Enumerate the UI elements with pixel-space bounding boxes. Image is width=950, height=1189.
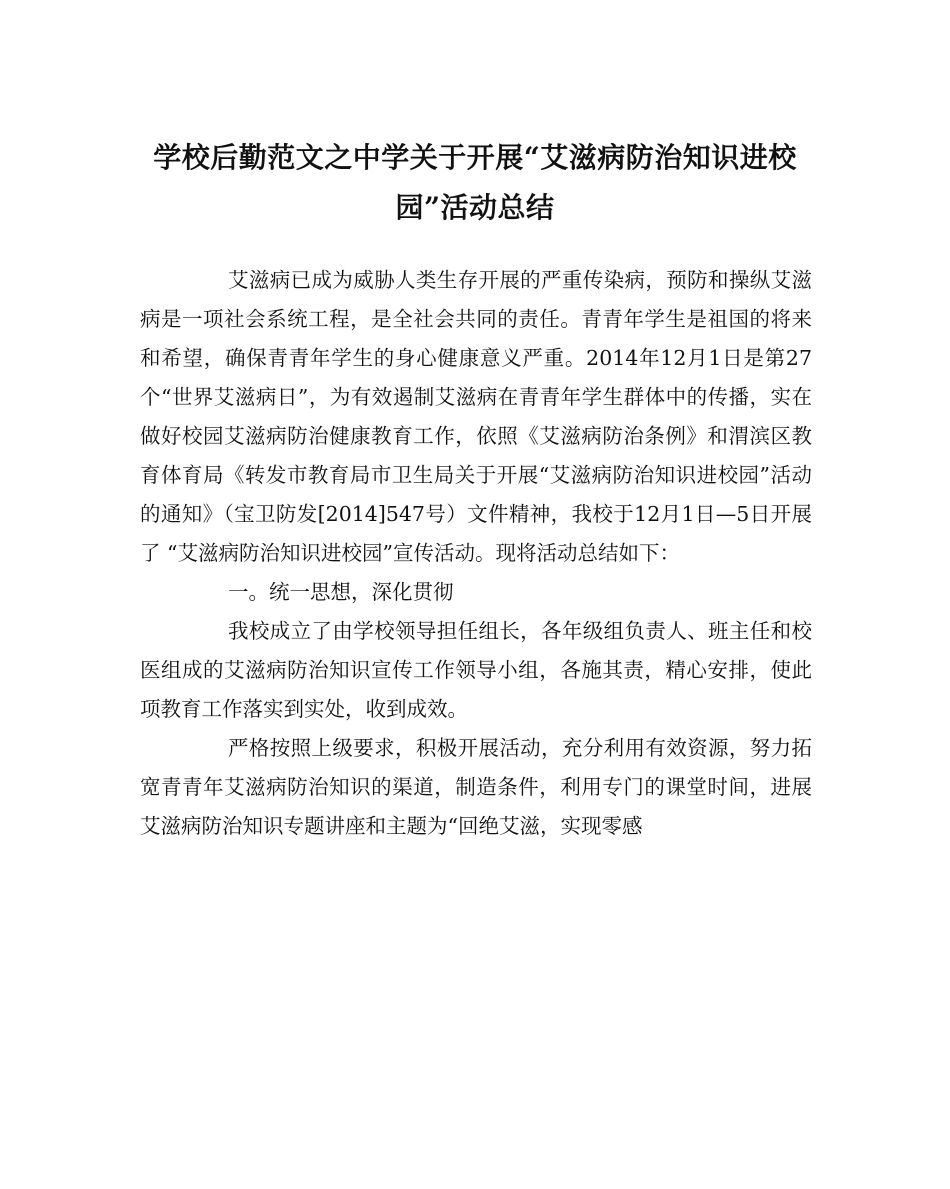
paragraph-intro: 艾滋病已成为威胁人类生存开展的严重传染病，预防和操纵艾滋病是一项社会系统工程，是全社会共同的责任。青青年学生是祖国的将来和希望，确保青青年学生的身心健康意义严重。2014年12月1日是第27个“世界艾滋病日”，为有效遏制艾滋病在青青年学生群体中的传播，实在做好校园艾滋病防治健康教育工作，依照《艾滋病防治条例》和渭滨区教育体育局《转发市教育局市卫生局关于开展“艾滋病防治知识进校园”活动的通知》（宝卫防发[2014]547号）文件精神，我校于12月1日—5日开展了 “艾滋病防治知识进校园”宣传活动。现将活动总结如下： [140, 268, 812, 565]
section-heading-1: 一。统一思想，深化贯彻 [228, 580, 454, 604]
paragraph-activities: 严格按照上级要求，积极开展活动，充分利用有效资源，努力拓宽青青年艾滋病防治知识的渠道，制造条件，利用专门的课堂时间，进展艾滋病防治知识专题讲座和主题为“回绝艾滋，实现零感 [140, 736, 812, 838]
document-title: 学校后勤范文之中学关于开展“艾滋病防治知识进校园”活动总结 [153, 141, 797, 224]
paragraph-organization: 我校成立了由学校领导担任组长，各年级组负责人、班主任和校医组成的艾滋病防治知识宣传工作领导小组，各施其责，精心安排，使此项教育工作落实到实处，收到成效。 [140, 619, 812, 721]
document-body [140, 261, 812, 846]
